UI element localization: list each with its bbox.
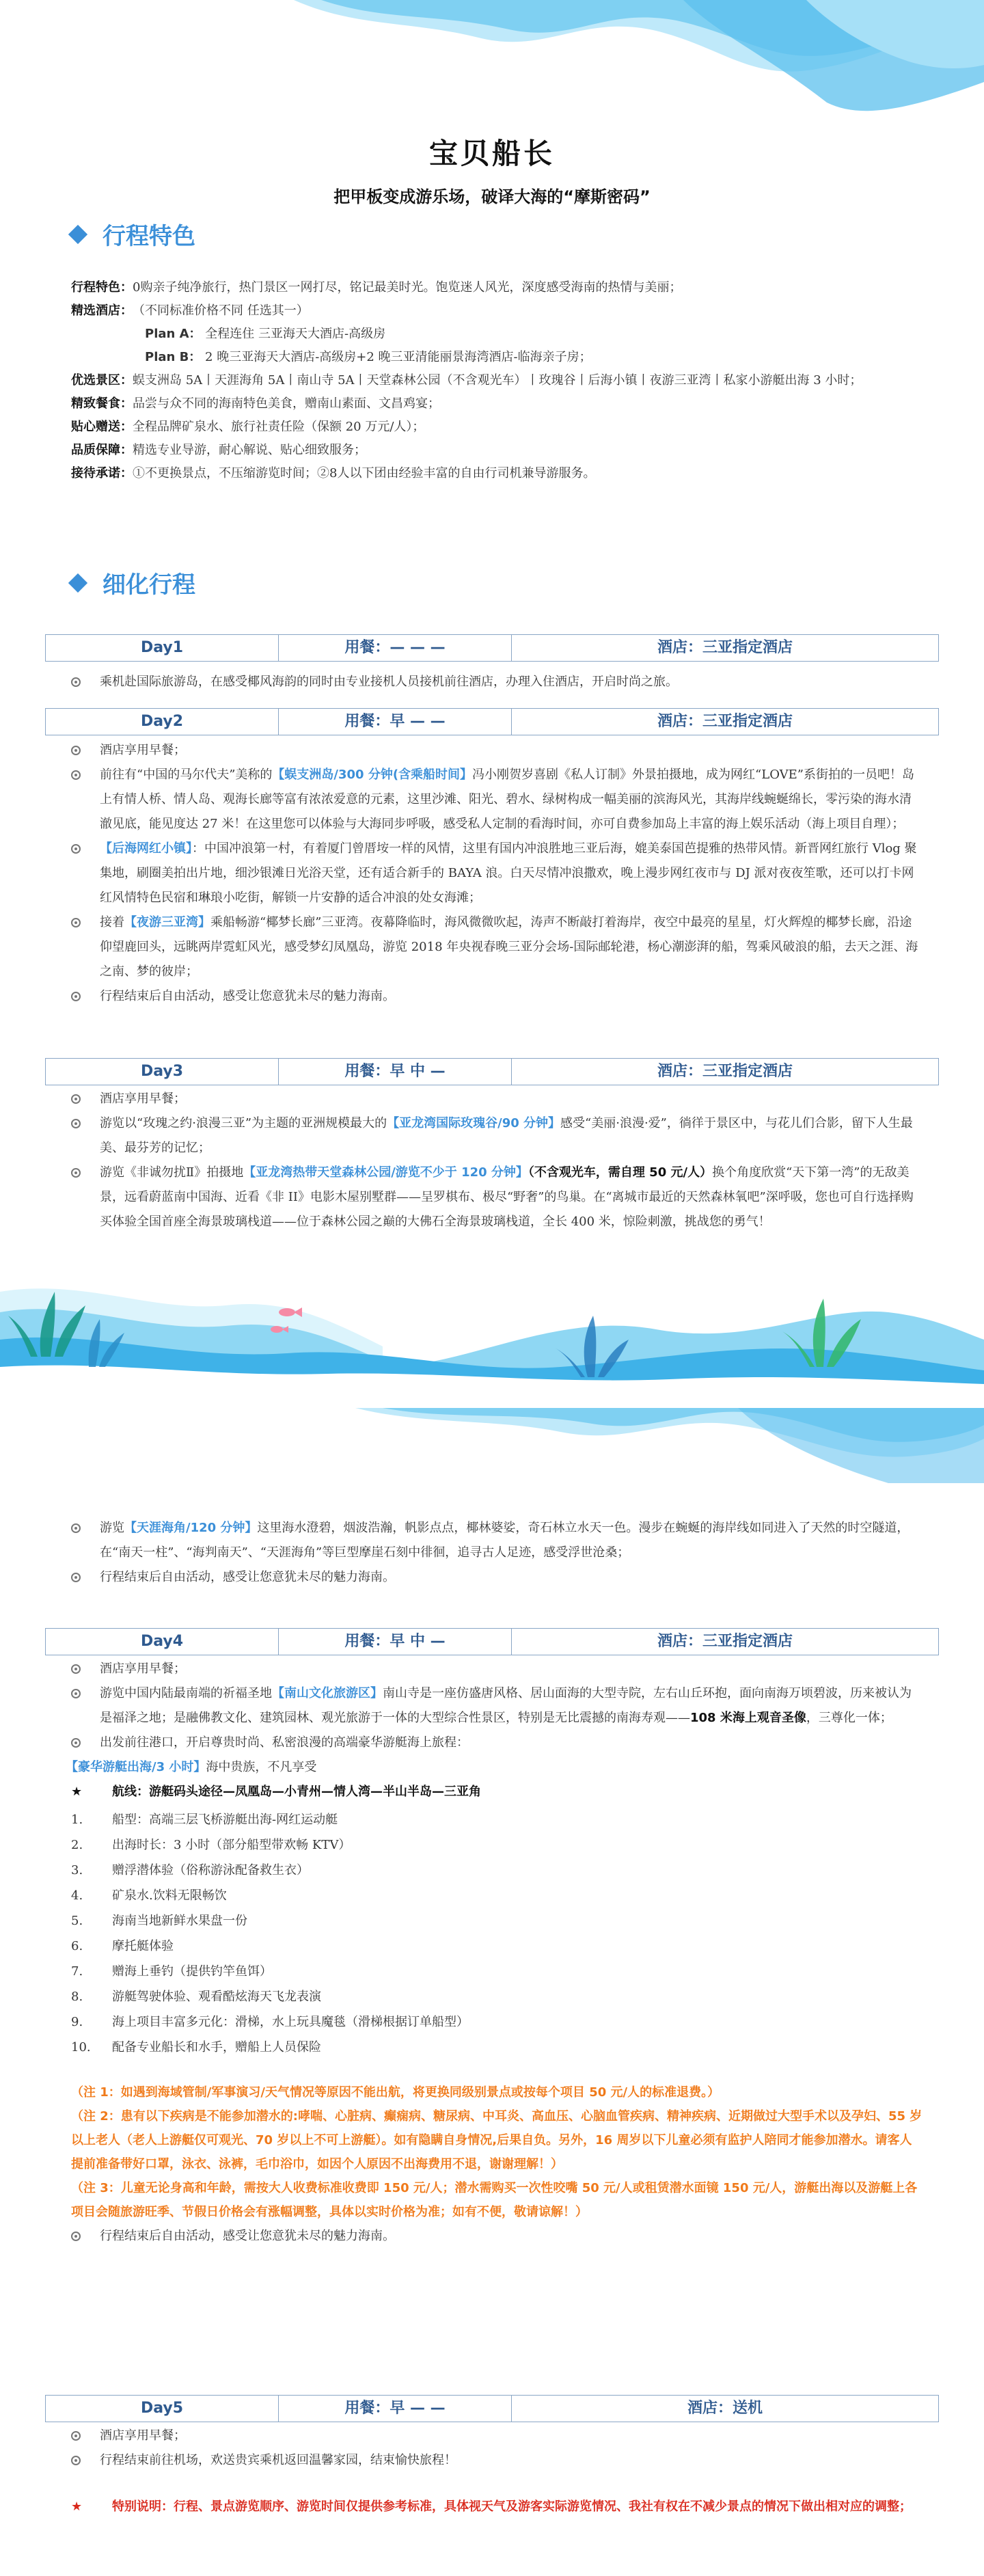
list-item xyxy=(71,837,922,910)
features-list xyxy=(71,276,918,485)
special-note-line xyxy=(71,2495,922,2519)
bullet-icon xyxy=(71,1664,81,1674)
numbered-item xyxy=(71,2009,922,2035)
day-label: Day3 xyxy=(46,1059,279,1085)
day2-header xyxy=(45,708,939,735)
item-text-part: ，三尊化一体； xyxy=(806,1711,892,1725)
attraction-highlight: 【亚龙湾热带天堂森林公园/游览不少于 120 分钟】 xyxy=(243,1165,528,1180)
list-item xyxy=(71,2448,922,2473)
feature-text: 全程品牌矿泉水、旅行社责任险（保额 20 万元/人）； xyxy=(133,420,425,434)
day-hotel: 酒店：送机 xyxy=(687,2400,763,2417)
item-text: 游艇驾驶体验、观看酷炫海天飞龙表演 xyxy=(112,1990,321,2004)
bullet-icon xyxy=(71,746,81,755)
feature-label: 行程特色： xyxy=(71,280,133,295)
feature-label: 接待承诺： xyxy=(71,466,133,480)
item-text: 配备专业船长和水手，赠船上人员保险 xyxy=(112,2040,321,2055)
day-label: Day1 xyxy=(46,635,279,661)
day-meal: 用餐：早 — — xyxy=(279,2396,512,2422)
feature-label: 优选景区： xyxy=(71,373,133,388)
bullet-icon xyxy=(71,1738,81,1748)
yacht-highlight: 【豪华游艇出海/3 小时】 xyxy=(66,1760,206,1774)
list-item xyxy=(71,984,922,1009)
item-text-part: 游览中国内陆最南端的祈福圣地 xyxy=(100,1686,272,1700)
list-item xyxy=(71,910,922,984)
price-note: （不含观光车，需自理 50 元/人） xyxy=(528,1165,713,1180)
bullet-icon xyxy=(71,918,81,927)
note-2: （注 2：患有以下疾病是不能参加潜水的:哮喘、心脏病、癫痫病、糖尿病、中耳炎、高血压、心脑血管疾病、精神疾病、近期做过大型手术以及孕妇、55 岁以上老人（老人上游艇仅可观光、70 岁以上不可上游艇）。如有隐瞒自身情况,后果自负。另外，16 周岁以下儿童必须有监护人陪同才能参加潜水。请客人提前准备带好口罩，泳衣、泳裤，毛巾浴巾，如因个人原因不出海费用不退，谢谢理解！） xyxy=(71,2109,922,2171)
item-text-part: 前往有“中国的马尔代夫”美称的 xyxy=(100,768,273,782)
note-3: （注 3：儿童无论身高和年龄，需按大人收费标准收费即 150 元/人；潜水需购买一次性咬嘴 50 元/人或租赁潜水面镜 150 元/人，游艇出海以及游艇上各项目会随旅游旺季、节假日价格会有涨幅调整，具体以实时价格为准；如有不便，敬请谅解！） xyxy=(71,2181,918,2219)
numbered-item xyxy=(71,1908,922,1934)
feature-row xyxy=(71,416,918,439)
feature-text: 0购亲子纯净旅行，热门景区一网打尽，铭记最美时光。饱览迷人风光，深度感受海南的热情与美丽； xyxy=(133,280,682,295)
item-number: 9. xyxy=(71,2015,83,2029)
star-icon: ★ xyxy=(71,1785,83,1799)
page-title: 宝贝船长 xyxy=(428,137,555,170)
note-1: （注 1：如遇到海域管制/军事演习/天气情况等原因不能出航，将更换同级别景点或按每个项目 50 元/人的标准退费。） xyxy=(71,2085,720,2100)
feature-row xyxy=(71,392,918,416)
diamond-icon xyxy=(68,573,87,592)
item-text: 赠海上垂钓（提供钓竿鱼饵） xyxy=(112,1964,272,1979)
yacht-features-list xyxy=(71,1807,922,2060)
item-text: 摩托艇体验 xyxy=(112,1939,174,1953)
item-text-part: 接着 xyxy=(100,915,124,930)
item-text: 矿泉水.饮料无限畅饮 xyxy=(112,1888,227,1903)
bullet-icon xyxy=(71,844,81,854)
item-number: 7. xyxy=(71,1964,83,1979)
list-item xyxy=(71,670,922,694)
item-text: 酒店享用早餐； xyxy=(100,1092,186,1106)
item-number: 5. xyxy=(71,1914,83,1928)
bullet-icon xyxy=(71,1689,81,1698)
item-number: 1. xyxy=(71,1813,83,1827)
numbered-item xyxy=(71,1934,922,1959)
numbered-item xyxy=(71,1858,922,1883)
route-line xyxy=(71,1780,922,1804)
item-text-part: 换个角度欣赏“天下第一湾”的无敌美景，远看蔚蓝南中国海、近看《非 II》电影木屋别墅群——呈罗棋布、极尽“野奢”的鸟巢。在“离城市最近的天然森林氧吧”深呼吸，您也可自行选择购买体验全国首座全海景玻璃栈道——位于森林公园之巅的大佛石全海景玻璃栈道，全长 400 米，惊险刺激，挑战您的勇气！ xyxy=(100,1165,914,1229)
list-item xyxy=(71,1516,922,1565)
item-text xyxy=(100,1681,922,1731)
feature-label: 贴心赠送： xyxy=(71,420,133,434)
item-text xyxy=(100,1516,922,1565)
day5-header xyxy=(45,2395,939,2422)
day-label: Day2 xyxy=(46,709,279,735)
list-item xyxy=(71,2224,922,2249)
item-text: 船型：高端三层飞桥游艇出海-网红运动艇 xyxy=(112,1813,338,1827)
special-note-text: 特别说明：行程、景点游览顺序、游览时间仅提供参考标准，具体视天气及游客实际游览情况、我社有权在不减少景点的情况下做出相对应的调整； xyxy=(112,2499,912,2514)
day-hotel: 酒店：三亚指定酒店 xyxy=(657,713,793,730)
item-number: 8. xyxy=(71,1990,83,2004)
item-text-part: 乘船畅游“椰梦长廊”三亚湾。夜幕降临时，海风微微吹起，涛声不断敲打着海岸，夜空中最亮的星星，灯火辉煌的椰梦长廊，沿途仰望鹿回头，远眺两岸霓虹风光，感受梦幻凤凰岛，游览 2018 年央视春晚三亚分会场-国际邮轮港，杨心潮澎湃的船，驾乘风破浪的船，去天之涯、海之南、梦的彼岸； xyxy=(100,915,918,979)
item-text: 酒店享用早餐； xyxy=(100,743,186,757)
item-text: 出海时长：3 小时（部分船型带欢畅 KTV） xyxy=(112,1838,351,1852)
plan-b-row xyxy=(71,346,918,369)
item-text-part: ：中国冲浪第一村，有着厦门曾厝垵一样的风情，这里有国内冲浪胜地三亚后海，媲美泰国芭提雅的热带风情。新晋网红旅行 Vlog 聚集地，刷圈美拍出片地，细沙银滩日光浴天堂，还有适合新手的 BAYA 浪。白天尽情冲浪撒欢，晚上漫步网红夜市与 DJ 派对夜夜笙歌，还可以打卡网红风情特色民宿和琳琅小吃街，解锁一片安静的适合冲浪的处女海滩； xyxy=(100,841,917,905)
item-text xyxy=(100,1111,922,1161)
numbered-item xyxy=(71,1832,922,1858)
list-item xyxy=(71,1161,922,1234)
features-heading-text: 行程特色 xyxy=(102,223,195,250)
item-text: 乘机赴国际旅游岛，在感受椰风海韵的同时由专业接机人员接机前往酒店，办理入住酒店，开启时尚之旅。 xyxy=(100,675,678,689)
list-item xyxy=(71,738,922,763)
day2-items xyxy=(71,738,922,1009)
attraction-highlight: 【南山文化旅游区】 xyxy=(272,1686,383,1700)
route-text: 航线：游艇码头途径—凤凰岛—小青州—情人湾—半山半岛—三亚角 xyxy=(112,1785,481,1799)
plan-b-label: Plan B： xyxy=(145,350,202,364)
bullet-icon xyxy=(71,677,81,687)
bullet-icon xyxy=(71,1094,81,1104)
bullet-icon xyxy=(71,992,81,1001)
attraction-highlight: 【蜈支洲岛/300 分钟(含乘船时间】 xyxy=(272,768,473,782)
itinerary-heading xyxy=(71,566,195,599)
item-text: 海南当地新鲜水果盘一份 xyxy=(112,1914,247,1928)
special-note xyxy=(71,2495,922,2519)
day1-header xyxy=(45,634,939,662)
numbered-item xyxy=(71,1984,922,2009)
list-item xyxy=(71,2424,922,2448)
item-text-part: 游览 xyxy=(100,1521,124,1535)
list-item xyxy=(71,1681,922,1731)
item-text: 行程结束后自由活动，感受让您意犹未尽的魅力海南。 xyxy=(100,989,395,1003)
bullet-icon xyxy=(71,1168,81,1178)
item-number: 10. xyxy=(71,2040,91,2055)
day-meal: 用餐：早 中 — xyxy=(279,1059,512,1085)
features-heading xyxy=(71,217,195,251)
feature-label: 精选酒店： xyxy=(71,303,133,318)
feature-row xyxy=(71,299,918,323)
item-text: 酒店享用早餐； xyxy=(100,2428,186,2443)
list-item xyxy=(71,1111,922,1161)
feature-row xyxy=(71,439,918,462)
attraction-highlight: 【夜游三亚湾】 xyxy=(124,915,210,930)
bullet-icon xyxy=(71,770,81,780)
plan-a-label: Plan A： xyxy=(145,327,202,341)
top-wave-decoration xyxy=(0,0,984,120)
feature-text: 精选专业导游，耐心解说、贴心细致服务； xyxy=(133,443,366,457)
day5-items xyxy=(71,2424,922,2473)
yacht-line xyxy=(66,1755,922,1780)
day1-items xyxy=(71,670,922,694)
feature-text: 蜈支洲岛 5A丨天涯海角 5A丨南山寺 5A丨天堂森林公园（不含观光车）丨玫瑰谷丨后海小镇丨夜游三亚湾丨私家小游艇出海 3 小时； xyxy=(133,373,862,388)
day-hotel: 酒店：三亚指定酒店 xyxy=(657,1633,793,1650)
list-item xyxy=(71,1657,922,1681)
bullet-icon xyxy=(71,2232,81,2241)
statue-highlight: 108 米海上观音圣像 xyxy=(690,1711,806,1725)
itinerary-heading-text: 细化行程 xyxy=(102,571,195,599)
page-subtitle: 把甲板变成游乐场，破译大海的“摩斯密码” xyxy=(333,187,651,206)
list-item xyxy=(71,1731,922,1755)
item-text-part: 游览以“玫瑰之约·浪漫三亚”为主题的亚洲规模最大的 xyxy=(100,1116,387,1130)
day3-items-continued xyxy=(71,1516,922,1590)
feature-row xyxy=(71,276,918,299)
numbered-item xyxy=(71,2035,922,2060)
feature-text: （不同标准价格不同 任选其一） xyxy=(133,303,309,318)
item-text: 行程结束前往机场，欢送贵宾乘机返回温馨家园，结束愉快旅程！ xyxy=(100,2453,456,2467)
numbered-item xyxy=(71,1959,922,1984)
attraction-highlight: 【天涯海角/120 分钟】 xyxy=(124,1521,258,1535)
ocean-divider-decoration xyxy=(0,1264,984,1483)
yacht-tagline: 海中贵族，不凡享受 xyxy=(206,1760,317,1774)
item-text: 出发前往港口，开启尊贵时尚、私密浪漫的高端豪华游艇海上旅程： xyxy=(100,1735,469,1750)
item-number: 2. xyxy=(71,1838,83,1852)
day-hotel: 酒店：三亚指定酒店 xyxy=(657,1063,793,1080)
list-item xyxy=(71,1087,922,1111)
bullet-icon xyxy=(71,1573,81,1582)
feature-text: 品尝与众不同的海南特色美食，赠南山素面、文昌鸡宴； xyxy=(133,396,440,411)
day-label: Day4 xyxy=(46,1629,279,1655)
list-item xyxy=(71,763,922,837)
plan-a-row xyxy=(71,323,918,346)
plan-b-text: 2 晚三亚海天大酒店-高级房+2 晚三亚清能丽景海湾酒店-临海亲子房； xyxy=(205,350,592,364)
day-label: Day5 xyxy=(46,2396,279,2422)
bullet-icon xyxy=(71,1523,81,1533)
bullet-icon xyxy=(71,1119,81,1128)
item-text: 酒店享用早餐； xyxy=(100,1662,186,1676)
item-text-part: 感受“美丽·浪漫·爱”，徜徉于景区中，与花儿们合影，留下人生最美、最芬芳的记忆； xyxy=(100,1116,913,1155)
diamond-icon xyxy=(68,224,87,243)
bullet-icon xyxy=(71,2456,81,2465)
item-text: 行程结束后自由活动，感受让您意犹未尽的魅力海南。 xyxy=(100,2229,395,2243)
feature-row xyxy=(71,369,918,392)
bullet-icon xyxy=(71,2431,81,2441)
item-text xyxy=(100,910,922,984)
numbered-item xyxy=(71,1883,922,1908)
list-item xyxy=(71,1565,922,1590)
plan-a-text: 全程连住 三亚海天大酒店-高级房 xyxy=(205,327,386,341)
item-text xyxy=(100,837,922,910)
attraction-highlight: 【亚龙湾国际玫瑰谷/90 分钟】 xyxy=(387,1116,561,1130)
day4-items xyxy=(66,1657,922,2249)
item-text: 海上项目丰富多元化：滑梯，水上玩具魔毯（滑梯根据订单船型） xyxy=(112,2015,469,2029)
feature-text: ①不更换景点，不压缩游览时间；②8人以下团由经验丰富的自由行司机兼导游服务。 xyxy=(133,466,596,480)
item-text-part: 南山寺是一座仿盛唐风格、居山面海的大型寺院，左右山丘环抱，面向南海万顷碧波，历来被认为是福泽之地；是融佛教文化、建筑园林、观光旅游于一体的大型综合性景区，特别是无比震撼的南海寿观—— xyxy=(100,1686,912,1725)
star-icon: ★ xyxy=(71,2499,83,2514)
day3-items xyxy=(71,1087,922,1234)
item-text: 赠浮潜体验（俗称游泳配备救生衣） xyxy=(112,1863,309,1877)
day-hotel: 酒店：三亚指定酒店 xyxy=(657,639,793,656)
item-text xyxy=(100,763,922,837)
feature-label: 品质保障： xyxy=(71,443,133,457)
item-text-part: 这里海水澄碧，烟波浩瀚，帆影点点，椰林婆娑，奇石林立水天一色。漫步在蜿蜒的海岸线如同进入了天然的时空隧道，在“南天一柱”、“海判南天”、“天涯海角”等巨型摩崖石刻中徘徊，追寻古人足迹，感受浮世沧桑； xyxy=(100,1521,910,1560)
day-meal: 用餐：早 中 — xyxy=(279,1629,512,1655)
day-meal: 用餐：— — — xyxy=(279,635,512,661)
notes-block xyxy=(71,2080,922,2224)
day3-header xyxy=(45,1058,939,1085)
feature-row xyxy=(71,462,918,485)
item-number: 3. xyxy=(71,1863,83,1877)
item-text-part: 冯小刚贺岁喜剧《私人订制》外景拍摄地，成为网红“LOVE”系街拍的一员吧！岛上有情人桥、情人岛、观海长廊等富有浓浓爱意的元素，这里沙滩、阳光、碧水、绿树构成一幅美丽的滨海风光，其海岸线蜿蜒绵长，零污染的海水清澈见底，能见度达 27 米！在这里您可以体验与大海同步呼吸，感受私人定制的看海时间，亦可自费参加岛上丰富的海上娱乐活动（海上项目自理）； xyxy=(100,768,914,831)
item-text-part: 游览《非诚勿扰Ⅱ》拍摄地 xyxy=(100,1165,244,1180)
item-text: 行程结束后自由活动，感受让您意犹未尽的魅力海南。 xyxy=(100,1570,395,1584)
attraction-highlight: 【后海网红小镇】 xyxy=(100,841,192,856)
day-meal: 用餐：早 — — xyxy=(279,709,512,735)
item-number: 6. xyxy=(71,1939,83,1953)
feature-label: 精致餐食： xyxy=(71,396,133,411)
item-number: 4. xyxy=(71,1888,83,1903)
numbered-item xyxy=(71,1807,922,1832)
day4-header xyxy=(45,1628,939,1655)
item-text xyxy=(100,1161,922,1234)
